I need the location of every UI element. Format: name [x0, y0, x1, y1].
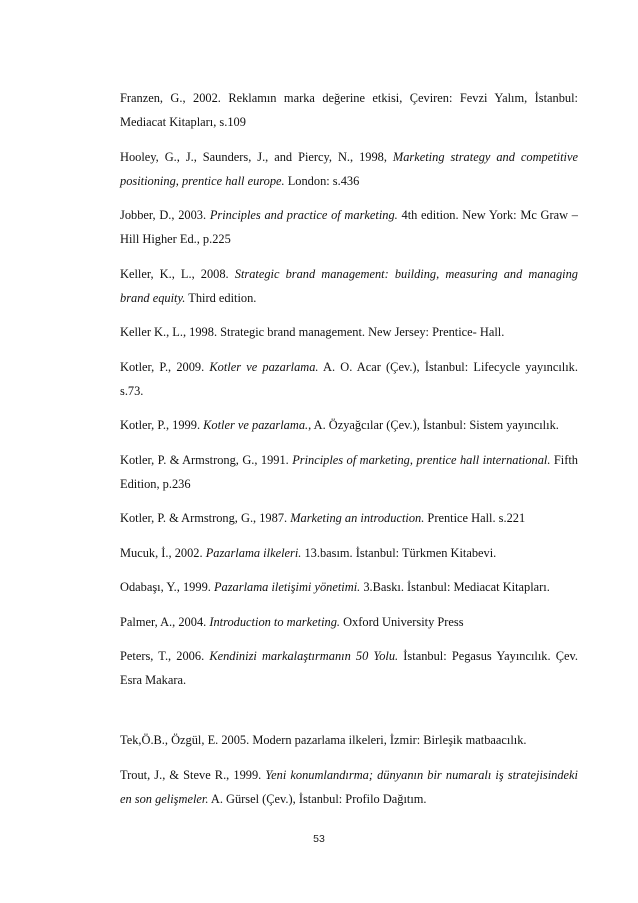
- reference-entry: Odabaşı, Y., 1999. Pazarlama iletişimi yönetimi. 3.Baskı. İstanbul: Mediacat Kitapları.: [120, 580, 550, 594]
- reference-entry: Keller, K., L., 2008. Strategic brand management: building, measuring and managing brand equity. Third edition.: [120, 266, 578, 305]
- reference-entry: Tek,Ö.B., Özgül, E. 2005. Modern pazarlama ilkeleri, İzmir: Birleşik matbaacılık.: [120, 733, 527, 747]
- reference-entry: Kotler, P. & Armstrong, G., 1991. Principles of marketing, prentice hall international. Fifth Edition, p.236: [120, 452, 578, 491]
- reference-entry: Kotler, P., 2009. Kotler ve pazarlama. A. O. Acar (Çev.), İstanbul: Lifecycle yayıncılık. s.73.: [120, 359, 578, 398]
- reference-entry: Franzen, G., 2002. Reklamın marka değerine etkisi, Çeviren: Fevzi Yalım, İstanbul: Mediacat Kitapları, s.109: [120, 91, 578, 129]
- reference-entry: Hooley, G., J., Saunders, J., and Piercy, N., 1998, Marketing strategy and competitive positioning, prentice hall europe. London: s.436: [120, 149, 578, 188]
- reference-entry: Trout, J., & Steve R., 1999. Yeni konumlandırma; dünyanın bir numaralı iş stratejisindeki en son gelişmeler. A. Gürsel (Çev.), İstanbul: Profilo Dağıtım.: [120, 767, 578, 806]
- reference-entry: Kotler, P. & Armstrong, G., 1987. Marketing an introduction. Prentice Hall. s.221: [120, 511, 526, 525]
- reference-entry: Keller K., L., 1998. Strategic brand management. New Jersey: Prentice- Hall.: [120, 325, 505, 339]
- page-number: 53: [313, 833, 325, 845]
- reference-entry: Mucuk, İ., 2002. Pazarlama ilkeleri. 13.basım. İstanbul: Türkmen Kitabevi.: [120, 545, 497, 560]
- reference-entry: Kotler, P., 1999. Kotler ve pazarlama., A. Özyağcılar (Çev.), İstanbul: Sistem yayıncılık.: [120, 418, 559, 432]
- reference-entry: Peters, T., 2006. Kendinizi markalaştırmanın 50 Yolu. İstanbul: Pegasus Yayıncılık. Çev. Esra Makara.: [120, 649, 578, 687]
- reference-list: [120, 86, 578, 821]
- reference-entry: Jobber, D., 2003. Principles and practice of marketing. 4th edition. New York: Mc Graw – Hill Higher Ed., p.225: [120, 208, 578, 246]
- reference-entry: Palmer, A., 2004. Introduction to marketing. Oxford University Press: [120, 614, 464, 629]
